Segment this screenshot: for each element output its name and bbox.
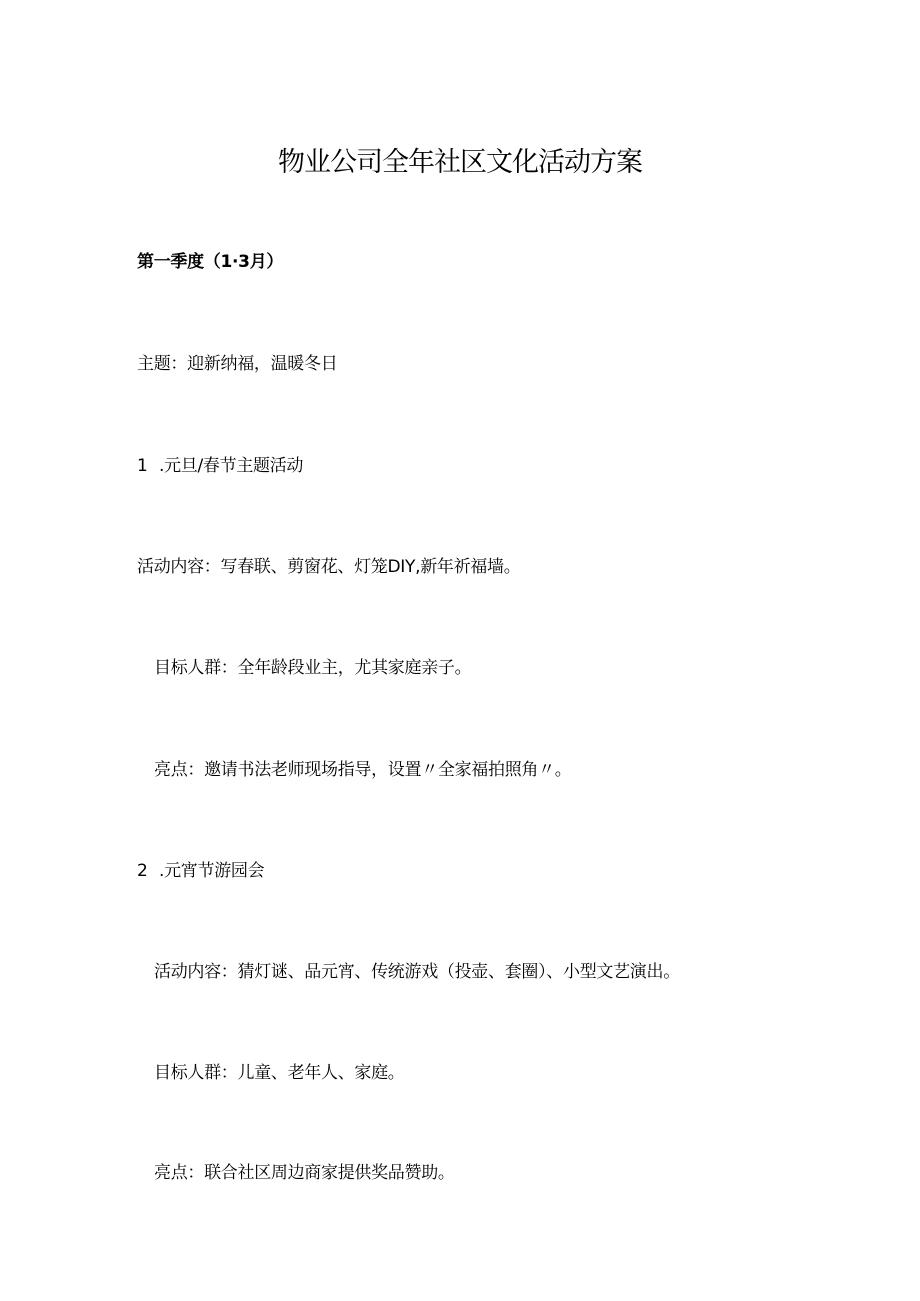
activity-2-number: 2 <box>137 861 148 881</box>
activity-2-audience: 目标人群：儿童、老年人、家庭。 <box>154 1063 405 1083</box>
document-title: 物业公司全年社区文化活动方案 <box>278 147 642 178</box>
activity-2-content: 活动内容：猜灯谜、品元宵、传统游戏（投壶、套圈）、小型文艺演出。 <box>154 962 680 982</box>
activity-1-name: .元旦/春节主题活动 <box>159 456 304 476</box>
activity-2-name: .元宵节游园会 <box>159 861 265 881</box>
activity-2-highlight: 亮点：联合社区周边商家提供奖品赞助。 <box>154 1163 455 1183</box>
activity-1-highlight: 亮点：邀请书法老师现场指导，设置〃全家福拍照角〃。 <box>154 760 572 780</box>
quarter-heading: 第一季度（1·3月） <box>137 252 284 272</box>
theme-line: 主题：迎新纳福，温暖冬日 <box>137 354 338 374</box>
activity-1-heading <box>137 454 303 478</box>
activity-2-heading <box>137 859 264 883</box>
activity-1-content: 活动内容：写春联、剪窗花、灯笼DIY,新年祈福墙。 <box>137 557 521 577</box>
activity-1-number: 1 <box>137 456 148 476</box>
activity-1-audience: 目标人群：全年龄段业主，尤其家庭亲子。 <box>154 658 472 678</box>
